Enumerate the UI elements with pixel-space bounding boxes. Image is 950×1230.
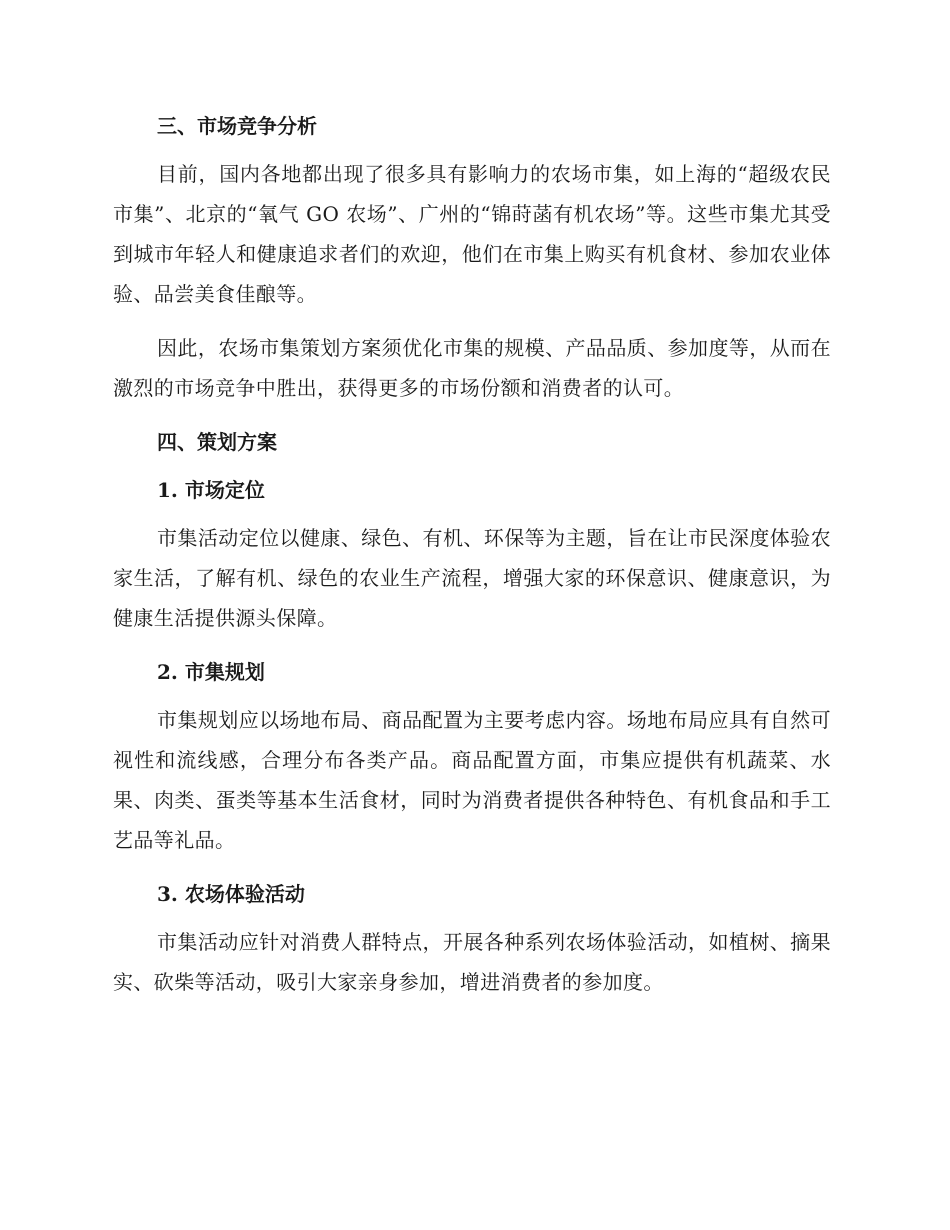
paragraph-farm-experience: 市集活动应针对消费人群特点，开展各种系列农场体验活动，如植树、摘果实、砍柴等活动，吸引大家亲身参加，增进消费者的参加度。 (113, 930, 831, 994)
paragraph-competition-overview: 目前，国内各地都出现了很多具有影响力的农场市集，如上海的“超级农民市集”、北京的“氧气 GO 农场”、广州的“锦莳菡有机农场”等。这些市集尤其受到城市年轻人和健康追求者们的欢迎，他们在市集上购买有机食材、参加农业体验、品尝美食佳酿等。 (113, 162, 831, 306)
paragraph-competition-conclusion: 因此，农场市集策划方案须优化市集的规模、产品品质、参加度等，从而在激烈的市场竞争中胜出，获得更多的市场份额和消费者的认可。 (113, 336, 831, 400)
subsection-heading-market-positioning: 1. 市场定位 (157, 478, 265, 502)
section-heading-planning: 四、策划方案 (157, 430, 277, 454)
document-body (113, 106, 831, 1016)
paragraph-market-layout: 市集规划应以场地布局、商品配置为主要考虑内容。场地布局应具有自然可视性和流线感，合理分布各类产品。商品配置方面，市集应提供有机蔬菜、水果、肉类、蛋类等基本生活食材，同时为消费者提供各种特色、有机食品和手工艺品等礼品。 (113, 708, 831, 852)
paragraph-market-positioning: 市集活动定位以健康、绿色、有机、环保等为主题，旨在让市民深度体验农家生活，了解有机、绿色的农业生产流程，增强大家的环保意识、健康意识，为健康生活提供源头保障。 (113, 526, 831, 630)
subsection-heading-farm-experience: 3. 农场体验活动 (157, 882, 305, 906)
section-heading-market-competition: 三、市场竞争分析 (157, 114, 317, 138)
subsection-heading-market-layout: 2. 市集规划 (157, 660, 265, 684)
